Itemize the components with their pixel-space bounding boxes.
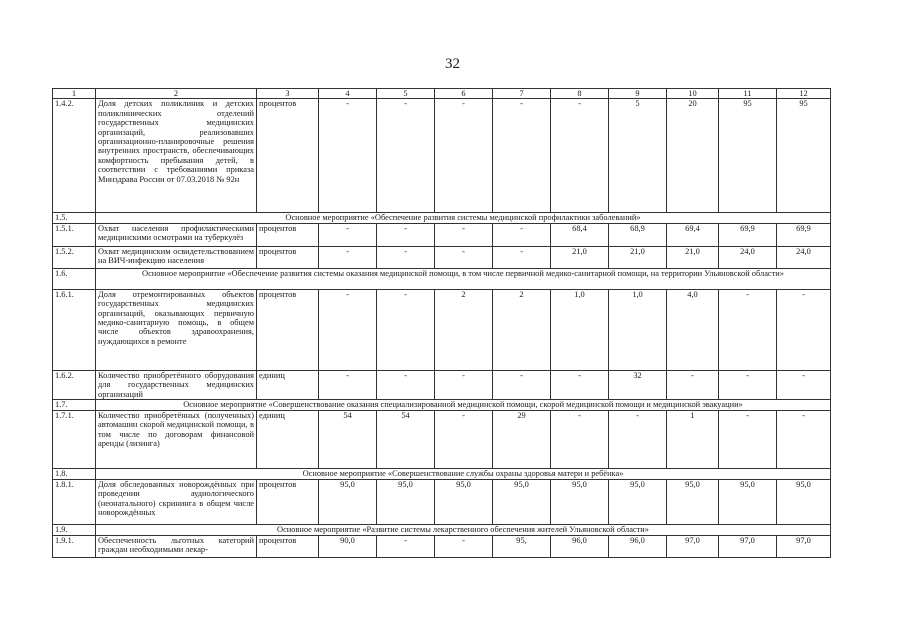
table-body (53, 89, 831, 558)
indicator-name: Количество приобретённых (полученных) автомашин скорой медицинской помощи, в том числе по договорам финансовой аренды (лизинга) (96, 411, 257, 469)
value-cell: - (435, 411, 493, 469)
value-cell: 90,0 (319, 536, 377, 558)
value-cell: 2 (493, 289, 551, 370)
row-number: 1.6.1. (53, 289, 96, 370)
header-row (53, 89, 831, 99)
section-title: Основное мероприятие «Совершенствование оказания специализированной медицинской помощи, скорой медицинской помощи и медицинской эвакуации» (96, 400, 831, 411)
section-row (53, 525, 831, 536)
value-cell: 95 (777, 99, 831, 213)
value-cell: - (435, 223, 493, 246)
header-cell: 10 (667, 89, 719, 99)
table-row (53, 289, 831, 370)
header-cell: 6 (435, 89, 493, 99)
section-title: Основное мероприятие «Обеспечение развития системы оказания медицинской помощи, в том числе первичной медико-санитарной помощи, на территории Ульяновской области» (96, 268, 831, 289)
section-title: Основное мероприятие «Обеспечение развития системы медицинской профилактики заболеваний» (96, 213, 831, 223)
row-number: 1.8. (53, 469, 96, 480)
table-row (53, 370, 831, 399)
section-row (53, 400, 831, 411)
value-cell: 20 (667, 99, 719, 213)
value-cell: 69,9 (777, 223, 831, 246)
row-number: 1.9. (53, 525, 96, 536)
header-cell: 1 (53, 89, 96, 99)
value-cell: - (319, 246, 377, 268)
value-cell: - (667, 370, 719, 399)
table-row (53, 223, 831, 246)
value-cell: 97,0 (777, 536, 831, 558)
value-cell: 32 (609, 370, 667, 399)
value-cell: - (777, 370, 831, 399)
value-cell: 29 (493, 411, 551, 469)
value-cell: - (377, 536, 435, 558)
value-cell: - (777, 411, 831, 469)
value-cell: - (493, 246, 551, 268)
value-cell: - (377, 223, 435, 246)
value-cell: - (777, 289, 831, 370)
section-row (53, 469, 831, 480)
unit-cell: процентов (257, 246, 319, 268)
header-cell: 12 (777, 89, 831, 99)
indicator-name: Охват населения профилактическими медицинскими осмотрами на туберкулёз (96, 223, 257, 246)
unit-cell: процентов (257, 536, 319, 558)
header-cell: 11 (719, 89, 777, 99)
header-cell: 3 (257, 89, 319, 99)
value-cell: 95,0 (377, 480, 435, 525)
row-number: 1.8.1. (53, 480, 96, 525)
value-cell: 95,0 (719, 480, 777, 525)
value-cell: - (435, 246, 493, 268)
unit-cell: единиц (257, 411, 319, 469)
value-cell: - (319, 370, 377, 399)
unit-cell: процентов (257, 480, 319, 525)
unit-cell: процентов (257, 289, 319, 370)
value-cell: 4,0 (667, 289, 719, 370)
indicator-name: Доля обследованных новорождённых при проведении аудиологического (неонатального) скрининга в общем числе новорождённых (96, 480, 257, 525)
header-cell: 7 (493, 89, 551, 99)
value-cell: 95 (719, 99, 777, 213)
indicators-table (52, 88, 831, 558)
value-cell: - (719, 289, 777, 370)
table-row (53, 536, 831, 558)
row-number: 1.9.1. (53, 536, 96, 558)
row-number: 1.5.2. (53, 246, 96, 268)
row-number: 1.5.1. (53, 223, 96, 246)
value-cell: 95,0 (551, 480, 609, 525)
value-cell: 69,4 (667, 223, 719, 246)
value-cell: 96,0 (551, 536, 609, 558)
table-row (53, 246, 831, 268)
value-cell: - (719, 411, 777, 469)
value-cell: - (493, 99, 551, 213)
value-cell: 95, (493, 536, 551, 558)
value-cell: - (319, 223, 377, 246)
indicator-name: Охват медицинским освидетельствованием на ВИЧ-инфекцию населения (96, 246, 257, 268)
value-cell: - (377, 289, 435, 370)
table-row (53, 99, 831, 213)
header-cell: 4 (319, 89, 377, 99)
table-row (53, 411, 831, 469)
value-cell: 95,0 (609, 480, 667, 525)
value-cell: 1,0 (609, 289, 667, 370)
value-cell: - (493, 370, 551, 399)
value-cell: - (435, 370, 493, 399)
header-cell: 2 (96, 89, 257, 99)
row-number: 1.6.2. (53, 370, 96, 399)
value-cell: 1,0 (551, 289, 609, 370)
value-cell: 54 (319, 411, 377, 469)
value-cell: 1 (667, 411, 719, 469)
value-cell: 24,0 (777, 246, 831, 268)
value-cell: 95,0 (319, 480, 377, 525)
indicator-name: Доля детских поликлиник и детских поликлинических отделений государственных медицинских организаций, реализовавших организационно-планировочные решения внутренних пространств, обеспечивающих комфортность пребывания детей, в соответствии с требованиями приказа Минздрава России от 07.03.2018 № 92н (96, 99, 257, 213)
value-cell: 5 (609, 99, 667, 213)
value-cell: 54 (377, 411, 435, 469)
row-number: 1.6. (53, 268, 96, 289)
value-cell: 95,0 (493, 480, 551, 525)
value-cell: - (377, 370, 435, 399)
value-cell: - (377, 246, 435, 268)
header-cell: 9 (609, 89, 667, 99)
table-row (53, 480, 831, 525)
value-cell: - (609, 411, 667, 469)
value-cell: 68,9 (609, 223, 667, 246)
unit-cell: единиц (257, 370, 319, 399)
value-cell: 96,0 (609, 536, 667, 558)
value-cell: - (319, 99, 377, 213)
value-cell: - (551, 411, 609, 469)
value-cell: 21,0 (609, 246, 667, 268)
section-row (53, 213, 831, 223)
value-cell: 95,0 (435, 480, 493, 525)
header-cell: 5 (377, 89, 435, 99)
row-number: 1.5. (53, 213, 96, 223)
value-cell: 24,0 (719, 246, 777, 268)
row-number: 1.4.2. (53, 99, 96, 213)
section-row (53, 268, 831, 289)
value-cell: - (719, 370, 777, 399)
value-cell: 21,0 (667, 246, 719, 268)
indicator-name: Доля отремонтированных объектов государственных медицинских организаций, оказывающих первичную медико-санитарную помощь, в общем числе объектов здравоохранения, нуждающихся в ремонте (96, 289, 257, 370)
value-cell: - (493, 223, 551, 246)
value-cell: 97,0 (719, 536, 777, 558)
header-cell: 8 (551, 89, 609, 99)
row-number: 1.7.1. (53, 411, 96, 469)
section-title: Основное мероприятие «Развитие системы лекарственного обеспечения жителей Ульяновской области» (96, 525, 831, 536)
value-cell: - (377, 99, 435, 213)
value-cell: - (319, 289, 377, 370)
section-title: Основное мероприятие «Совершенствование службы охраны здоровья матери и ребёнка» (96, 469, 831, 480)
unit-cell: процентов (257, 99, 319, 213)
row-number: 1.7. (53, 400, 96, 411)
value-cell: 95,0 (667, 480, 719, 525)
value-cell: 69,9 (719, 223, 777, 246)
value-cell: - (435, 536, 493, 558)
value-cell: 2 (435, 289, 493, 370)
value-cell: 97,0 (667, 536, 719, 558)
value-cell: 95,0 (777, 480, 831, 525)
value-cell: 21,0 (551, 246, 609, 268)
indicator-name: Количество приобретённого оборудования для государственных медицинских организаций (96, 370, 257, 399)
unit-cell: процентов (257, 223, 319, 246)
value-cell: - (551, 370, 609, 399)
value-cell: - (435, 99, 493, 213)
value-cell: - (551, 99, 609, 213)
page-number: 32 (445, 56, 460, 72)
value-cell: 68,4 (551, 223, 609, 246)
indicator-name: Обеспеченность льготных категорий граждан необходимыми лекар- (96, 536, 257, 558)
